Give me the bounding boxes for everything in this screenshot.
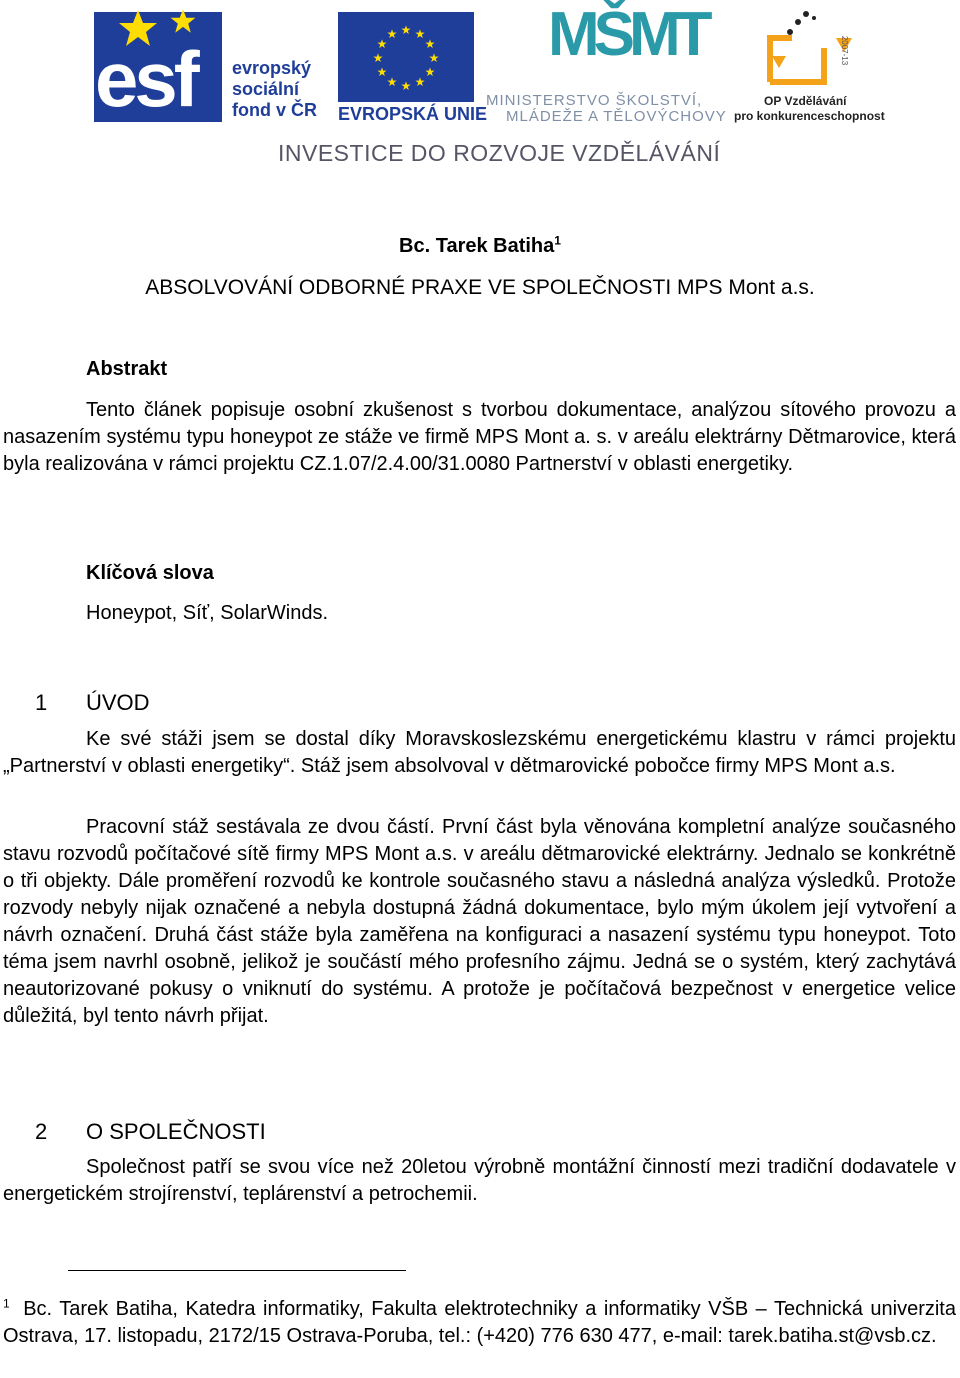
eu-stars-icon [338, 12, 474, 102]
svg-text:★: ★ [424, 37, 436, 51]
esf-text [232, 58, 317, 121]
abstract-heading: Abstrakt [86, 358, 168, 380]
eu-label: EVROPSKÁ UNIE [338, 104, 488, 124]
op-years: 2007-13 [840, 35, 850, 66]
footnote-text: Bc. Tarek Batiha, Katedra informatiky, Fakulta elektrotechniky a informatiky VŠB – Technická univerzita Ostrava, 17. listopadu, 2172/15 Ostrava-Poruba, tel.: (+420) 776 630 477, e-mail: tarek.batiha.st@vsb.cz. [3, 1298, 956, 1347]
esf-line: evropský [232, 58, 312, 78]
op-line: OP Vzdělávání [764, 94, 847, 108]
section-2-paragraph [3, 1154, 956, 1208]
esf-line: fond v ČR [232, 100, 317, 120]
svg-text:★: ★ [414, 75, 426, 89]
keywords-heading: Klíčová slova [86, 562, 214, 584]
svg-text:★: ★ [386, 75, 398, 89]
footnote-mark: 1 [3, 1296, 10, 1311]
logo-band [0, 0, 960, 175]
footnote-ref: 1 [554, 233, 561, 248]
keywords-text: Honeypot, Síť, SolarWinds. [86, 602, 329, 624]
section-2-title: O SPOLEČNOSTI [86, 1119, 266, 1144]
section-1-p2: Pracovní stáž sestávala ze dvou částí. První část byla věnována kompletní analýze současného stavu rozvodů počítačové sítě firmy MPS Mont a.s. v areálu dětmarovické elektrárny. Jednalo se konkrétně o tři objekty. Dále proměření rozvodů ke kontrole současného stavu a následná analýza výsledků. Protože rozvody nebyly nijak označené a nebyla dostupná žádná dokumentace, bylo mým úkolem její vytvoření a návrh označení. Druhá část stáže byla zaměřena na konfiguraci a nasazení systému typu honeypot. Toto téma jsem navrhl osobně, jelikož je součástí mého profesního zájmu. Jedná se o systém, který zachytává neautorizované pokusy o vniknutí do systému. A protože je počítačová bezpečnost v energetice velice důležitá, byl tento návrh přijat. [3, 816, 956, 1027]
msmt-line: MINISTERSTVO ŠKOLSTVÍ, [486, 92, 703, 109]
footnote [3, 1296, 956, 1350]
footnote-rule [68, 1270, 406, 1271]
abstract-text [3, 397, 956, 478]
tagline: INVESTICE DO ROZVOJE VZDĚLÁVÁNÍ [278, 140, 721, 166]
msmt-text [486, 93, 727, 125]
esf-line: sociální [232, 79, 300, 99]
svg-text:★: ★ [400, 79, 412, 93]
svg-text:★: ★ [414, 27, 426, 41]
section-1-number: 1 [35, 690, 48, 715]
author-line [0, 233, 960, 260]
op-line: pro konkurenceschopnost [734, 109, 885, 123]
author-name: Bc. Tarek Batiha [399, 235, 555, 257]
section-1-paragraph [3, 814, 956, 1030]
section-1-p1: Ke své stáži jsem se dostal díky Moravskoslezskému energetickému klastru v rámci projektu „Partnerství v oblasti energetiky“. Stáž jsem absolvoval v dětmarovické pobočce firmy MPS Mont a.s. [3, 728, 956, 777]
svg-text:★: ★ [376, 65, 388, 79]
svg-text:★: ★ [424, 65, 436, 79]
msmt-line: MLÁDEŽE A TĚLOVÝCHOVY [506, 108, 727, 125]
esf-star-icon [170, 8, 196, 34]
msmt-mark: MŠMT [548, 0, 707, 69]
svg-text:★: ★ [428, 51, 440, 65]
esf-mark: esf [95, 35, 196, 123]
section-2-number: 2 [35, 1119, 48, 1144]
section-1-title: ÚVOD [86, 690, 150, 715]
svg-text:★: ★ [376, 37, 388, 51]
abstract-body: Tento článek popisuje osobní zkušenost s tvorbou dokumentace, analýzou sítového provozu a nasazením systému typu honeypot ze stáže ve firmě MPS Mont a. s. v areálu elektrárny Dětmarovice, která byla realizována v rámci projektu CZ.1.07/2.4.00/31.0080 Partnerství v oblasti energetiky. [3, 399, 956, 475]
svg-text:★: ★ [386, 27, 398, 41]
op-text [734, 94, 885, 124]
section-1-paragraph [3, 726, 956, 780]
paper-title: ABSOLVOVÁNÍ ODBORNÉ PRAXE VE SPOLEČNOSTI MPS Mont a.s. [145, 276, 815, 299]
svg-text:★: ★ [400, 23, 412, 37]
svg-text:★: ★ [372, 51, 384, 65]
section-2-p1: Společnost patří se svou více než 20letou výrobně montážní činností mezi tradiční dodavatele v energetickém strojírenství, teplárenství a petrochemii. [3, 1156, 956, 1205]
